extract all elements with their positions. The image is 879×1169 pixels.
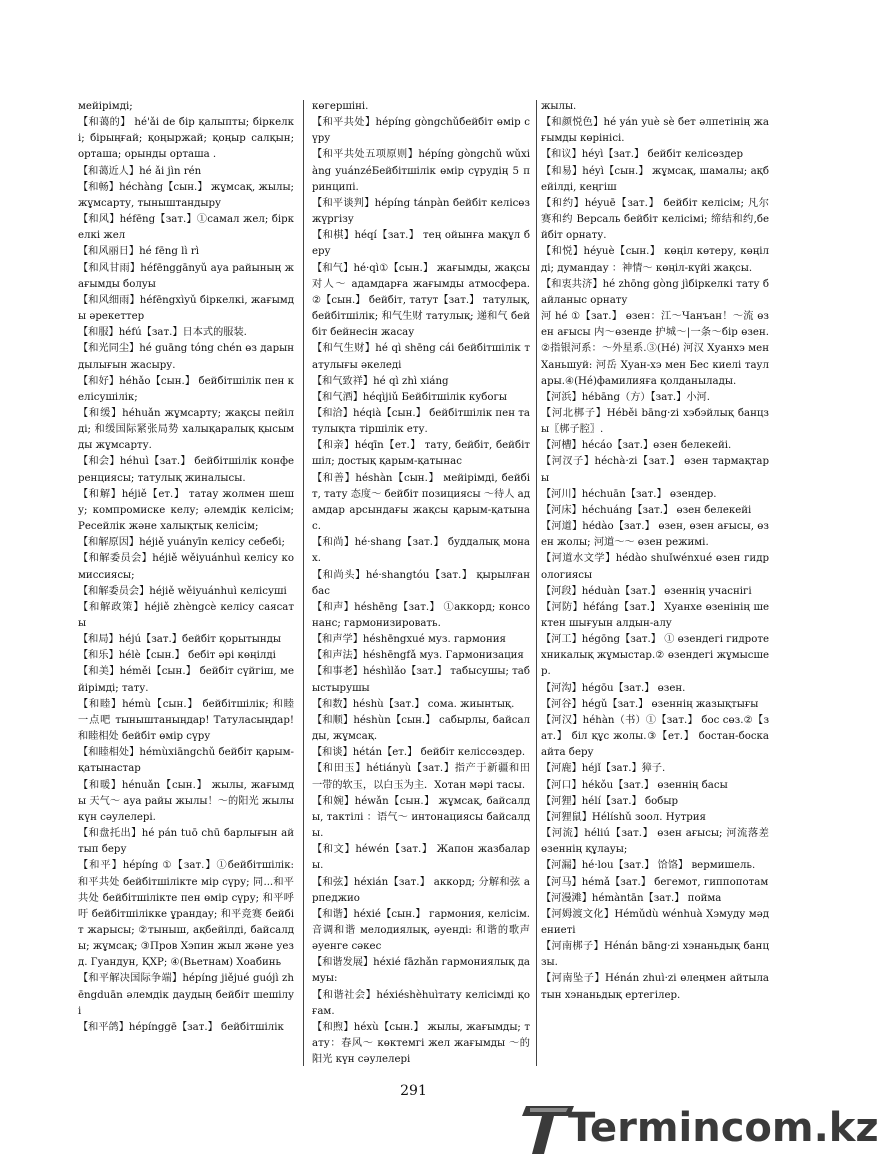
dictionary-entry: 【和解委员会】héjiě wěiyuánhuì келісуші <box>78 585 287 597</box>
dictionary-entry: 【和声】héshēng【зат.】 ①аккорд; консонанс; гармонизировать. <box>312 601 530 629</box>
dictionary-entry: 【和畅】héchàng【сын.】 жұмсақ, жылы; жұмсарту, тыныштандыру <box>78 181 294 209</box>
dictionary-entry: 【和尚】hé·shang【зат.】 буддалық монах. <box>312 537 530 565</box>
dictionary-entry: 【河浜】hébāng（方）【зат.】小河. <box>541 391 710 403</box>
dictionary-entry: 【和数】héshù【зат.】 сома. жиынтық. <box>312 698 515 710</box>
dictionary-entry: 【和风】héfēng【зат.】①самал жел; біркелкі жел <box>78 214 294 242</box>
dictionary-entry: 【和谐社会】héxiéshèhuìтату келісімді қоғам. <box>312 989 530 1017</box>
dictionary-entry: 【和善】héshàn【сын.】 мейірімді, бейбіт, тату 态度～ бейбіт позициясы ～待人 адамдар арсындағы жақсы қарым-қатынас. <box>312 472 530 533</box>
dictionary-entry: 【和谐发展】héxié fāzhǎn гармониялық дамуы: <box>312 957 530 985</box>
dictionary-entry: 【和风细雨】héfēngxìyǔ біркелкі, жағымды әрекеттер <box>78 294 294 323</box>
dictionary-entry: 【河汉】héhàn（书）①【зат.】 бос сөз.②【зат.】 біл құс жолы.③【ет.】 бостан-боска айта беру <box>541 714 769 759</box>
dictionary-entry: 【和服】héfú【зат.】日本式的服装. <box>78 327 247 339</box>
dictionary-column-2 <box>312 99 530 1068</box>
dictionary-column-3 <box>541 99 769 1004</box>
dictionary-entry: 【和蔼的】 hé'ǎi de біp қалыпты; біркелкі; бірыңғай; қоңыржай; қоңыр салқын; орташа; орынды орташа . <box>78 117 294 161</box>
dictionary-column-1 <box>78 99 294 1036</box>
dictionary-entry: 【和平共处】hépíng gòngchǔбейбіт өмір сүру <box>312 117 530 145</box>
dictionary-entry: 【和声法】héshēngfǎ муз. Гармонизация <box>312 650 524 662</box>
dictionary-entry: 【河床】héchuáng【зат.】 өзен белекейі <box>541 504 752 516</box>
dictionary-entry: 【河口】hékǒu【зат.】 өзеннің басы <box>541 779 728 791</box>
dictionary-entry: 【河南梆子】Hénán bāng·zi хэнаньдық банцзы. <box>541 941 769 969</box>
dictionary-entry: 【和衷共济】hé zhōng gòng jìбіркелкі тату байланыс орнату <box>541 278 769 306</box>
dictionary-entry: 【河狸鼠】Hélíshǔ зоол. Нутрия <box>541 811 706 823</box>
dictionary-entry: 【和棋】héqí【зат.】 тең ойынға мақұл беру <box>312 230 530 258</box>
dictionary-entry: 【和平谈判】hépíng tánpàn бейбіт келісөз жүргізу <box>312 197 530 226</box>
dictionary-entry: 【河道】hédào【зат.】 өзен, өзен ағысы, өзен жолы; 河道～～ өзен режимі. <box>541 521 769 549</box>
dictionary-entry: 【河川】héchuān【зат.】 өзендер. <box>541 488 717 500</box>
dictionary-entry: 【和风甘雨】héfēnggānyǔ ауа райының жағымды болуы <box>78 262 294 290</box>
dictionary-entry: 【河漫滩】hémàntān【зат.】 пойма <box>541 892 722 904</box>
dictionary-entry: 【和事老】héshìlǎo【зат.】 табысушы; табыстырушы <box>312 666 530 694</box>
dictionary-entry: 【和解政策】héjiě zhèngcè келісу саясаты <box>78 601 294 629</box>
dictionary-entry: 【和乐】hélè【сын.】 бебіт әрі көңілді <box>78 650 276 662</box>
dictionary-entry: 【和议】héyì【зат.】 бейбіт келісөздер <box>541 149 744 161</box>
dictionary-entry: 【河汊子】héchà·zi【зат.】 өзен тармақтары <box>541 456 769 484</box>
page-number: 291 <box>400 1083 427 1099</box>
column-divider <box>536 100 537 1066</box>
dictionary-entry: 【和缓】héhuǎn жұмсарту; жақсы пейілді; 和缓国际紧张局势 халықаралық қысымды жұмсарту. <box>78 407 294 452</box>
dictionary-entry: 【河沟】hégōu【зат.】 өзен. <box>541 682 686 694</box>
dictionary-entry: 【和声学】héshēngxué муз. гармония <box>312 634 506 646</box>
dictionary-entry: 【和悦】héyuè【сын.】 көңіл көтеру, көңілді; думандау ：神情～ көңіл-күйі жақсы. <box>541 246 769 274</box>
dictionary-entry: 【河段】héduàn【зат.】 өзеннің учаснігі <box>541 585 752 597</box>
dictionary-entry: 【和解】héjiě【ет.】 татау жолмен шешу; компромиске келу; әлемдік келісім; Ресейлік және халықтық келісім; <box>78 488 294 533</box>
dictionary-entry: 【和暖】hénuǎn【сын.】 жылы, жағымды 天气～ ауа райы жылы！～的阳光 жылы күн сәулелері. <box>78 779 294 823</box>
dictionary-entry: 【河谷】hégǔ【зат.】 өзеннің жазықтығы <box>541 698 759 710</box>
dictionary-entry: 【和文】héwén【зат.】 Жапон жазбалары. <box>312 844 530 872</box>
dictionary-entry: 【河工】hégōng【зат.】 ① өзендегі гидротехникалық жұмыстар.② өзендегі жұмысшер. <box>541 634 769 678</box>
dictionary-entry: 【和田玉】hétiányù【зат.】指产于新疆和田一带的软玉，以白玉为主．Хотан мәрі тасы. <box>312 763 530 791</box>
dictionary-entry: 【河槽】hécáo【зат.】өзен белекейі. <box>541 440 732 452</box>
column-divider <box>303 100 304 1066</box>
dictionary-entry: 【和约】héyuē【зат.】 бейбіт келісім; 凡尔赛和约 Версаль бейбіт келісімі; 缔结和约,бейбіт орнату. <box>541 197 769 242</box>
dictionary-entry: 【河流】héliú【зат.】 өзен ағысы; 河流落差 өзеннің құлауы; <box>541 828 769 856</box>
dictionary-entry: 【河北梆子】Héběi bāng·zi хэбэйлық банцзы〖梆子腔〗. <box>541 407 769 436</box>
dictionary-entry: 【和气】hé·qì①【сын.】 жағымды, жақсы 对人～ адамдарға жағымды атмосфера.②【сын.】 бейбіт, татут【зат.】 татулық, бейбітшілік; 和气生财 татулық; 递和气 бейбіт бейнесін жасау <box>312 262 530 339</box>
dictionary-entry: 【和风丽日】hé fēng lì rì <box>78 246 199 258</box>
dictionary-entry: 【和平共处五项原则】hépíng gòngchǔ wǔxiàng yuánzéБейбітшілік өмір сүрудің 5 принципі. <box>312 149 530 193</box>
dictionary-entry: 【和美】héměi【сын.】 бейбіт сүйгіш, мейірімді; тату. <box>78 666 294 694</box>
dictionary-entry: 【河姆渡文化】Hémǔdù wénhuà Хэмуду мәдениеті <box>541 908 769 936</box>
dictionary-entry: 【和易】héyì【сын.】 жұмсақ, шамалы; ақбейілді, кеңгіш <box>541 165 769 193</box>
dictionary-entry: мейірімді; <box>78 101 133 112</box>
dictionary-entry: көгершіні. <box>312 101 369 112</box>
dictionary-entry: 【河马】hémǎ【зат.】 бегемот, гиппопотам <box>541 876 769 888</box>
dictionary-entry: 【河漏】hé·lou【зат.】 饸饹】 вермишель. <box>541 860 756 872</box>
dictionary-entry: 【和弦】héxián【зат.】 аккорд; 分解和弦 арпеджио <box>312 876 530 904</box>
dictionary-entry: 【和平解决国际争端】hépíng jiějué guójì zhēngduān әлемдік даудың бейбіт шешілуі <box>78 973 294 1017</box>
dictionary-entry: 【和尚头】hé·shangtóu【зат.】 қырылған бас <box>312 569 530 597</box>
dictionary-entry: 河 hé ①【зат.】 өзен：江～Чанъан！～流 өзен ағысы 内～өзенде 护城～|一条～бір өзен.②指银河系：～外星系.③(Hé) 河汉 Хуанхэ мен Ханьшуй: 河岳 Хуан-хэ мен Бес киелі таулары.④(Hé)фамилияға қолданылады. <box>541 311 769 387</box>
dictionary-entry: 【和会】héhuì【зат.】 бейбітшілік конференциясы; татулық жиналысы. <box>78 456 294 484</box>
dictionary-entry: 【和盘托出】hé pán tuō chū барлығын айтып беру <box>78 828 294 856</box>
dictionary-entry: 【和解委员会】héjiě wěiyuánhuì келісу комиссиясы; <box>78 553 294 581</box>
dictionary-entry: 【和局】héjú【зат.】бейбіт қорытынды <box>78 634 282 646</box>
dictionary-entry: 【河南坠子】Hénán zhuì·zi өлеңмен айтылатын хэнаньдық ертегілер. <box>541 973 769 1001</box>
dictionary-entry: 【和亲】héqīn【ет.】 тату, бейбіт, бейбітшіл; достық қарым-қатынас <box>312 440 530 468</box>
dictionary-entry: 【和好】héhǎo【сын.】 бейбітшілік пен келісушілік; <box>78 375 294 403</box>
dictionary-entry: 【河道水文学】hédào shuǐwénxué өзен гидрологиясы <box>541 553 769 581</box>
dictionary-entry: 【河狸】hélí【зат.】 бобыр <box>541 795 679 807</box>
dictionary-entry: 【和顺】héshùn【сын.】 сабырлы, байсалды, жұмсақ. <box>312 714 530 743</box>
dictionary-entry: 【河鹿】héjǐ【зат.】獐子. <box>541 763 666 775</box>
dictionary-entry: 【和平鸽】hépínggē【зат.】 бейбітшілік <box>78 1021 284 1033</box>
termincom-logo <box>520 1098 879 1158</box>
dictionary-entry: 【和睦】hémù【сын.】 бейбітшілік; 和睦一点吧 тыныштаныңдар! Татуласыңдар! 和睦相处 бейбіт өмір сүру <box>78 698 294 743</box>
dictionary-entry: 【和煦】héxù【сын.】 жылы, жағымды; тату：春风～ көктемгі жел жағымды ～的阳光 күн сәулелері <box>312 1021 530 1066</box>
dictionary-entry: 【和谐】héxié【сын.】 гармония, келісім. 音调和谐 мелодиялық, әуенді: 和谐的歌声 әуенге сәкес <box>312 908 530 953</box>
dictionary-entry: 【和洽】héqià【сын.】 бейбітшілік пен татулықта тіршілік ету. <box>312 407 530 436</box>
dictionary-entry: 【和婉】héwǎn【сын.】 жұмсақ, байсалды, тактілі ：语气～ интонациясы байсалды. <box>312 795 530 840</box>
dictionary-entry: 【河防】héfáng【зат.】 Хуанхе өзенінің шектен шығуын алдын-алу <box>541 601 769 629</box>
dictionary-entry: 【和颜悦色】hé yán yuè sè бет әлпетінің жағымды көрінісі. <box>541 117 769 145</box>
watermark-text: Termincom.kz <box>568 1105 879 1151</box>
dictionary-entry: 【和谈】hétán【ет.】 бейбіт келіссөздер. <box>312 747 526 759</box>
dictionary-entry: жылы. <box>541 101 577 112</box>
dictionary-entry: 【和平】hépíng ①【зат.】①бейбітшілік: 和平共处 бейбітшілікте мір сүру; 同...和平共处 бейбітшілікте пен өмір сүру; 和平呼吁 бейбітшілікке ұрандау; 和平竞赛 бейбіт жарысы; ②тыныш, ақбейілді, байсалды; жұмсақ; ③Пров Хэпин жыл және уезд. Гуандун, ҚХР; ④(Вьетнам) Хоабинь <box>78 860 294 969</box>
dictionary-entry: 【和气致祥】hé qì zhì xiáng <box>312 375 449 387</box>
dictionary-entry: 【和气生财】hé qì shēng cái бейбітшілік татулығы әкеледі <box>312 343 530 371</box>
dictionary-entry: 【和蔼近人】hé ǎi jìn rén <box>78 165 202 177</box>
dictionary-entry: 【和解原因】héjiě yuányīn келісу себебі; <box>78 537 285 549</box>
dictionary-entry: 【和气酒】héqìjiǔ Бейбітшілік кубогы <box>312 391 507 403</box>
dictionary-entry: 【和光同尘】hé guāng tóng chén өз дарындылығын жасыру. <box>78 343 294 371</box>
dictionary-entry: 【和睦相处】hémùxiāngchǔ бейбіт қарым-қатынастар <box>78 747 294 775</box>
